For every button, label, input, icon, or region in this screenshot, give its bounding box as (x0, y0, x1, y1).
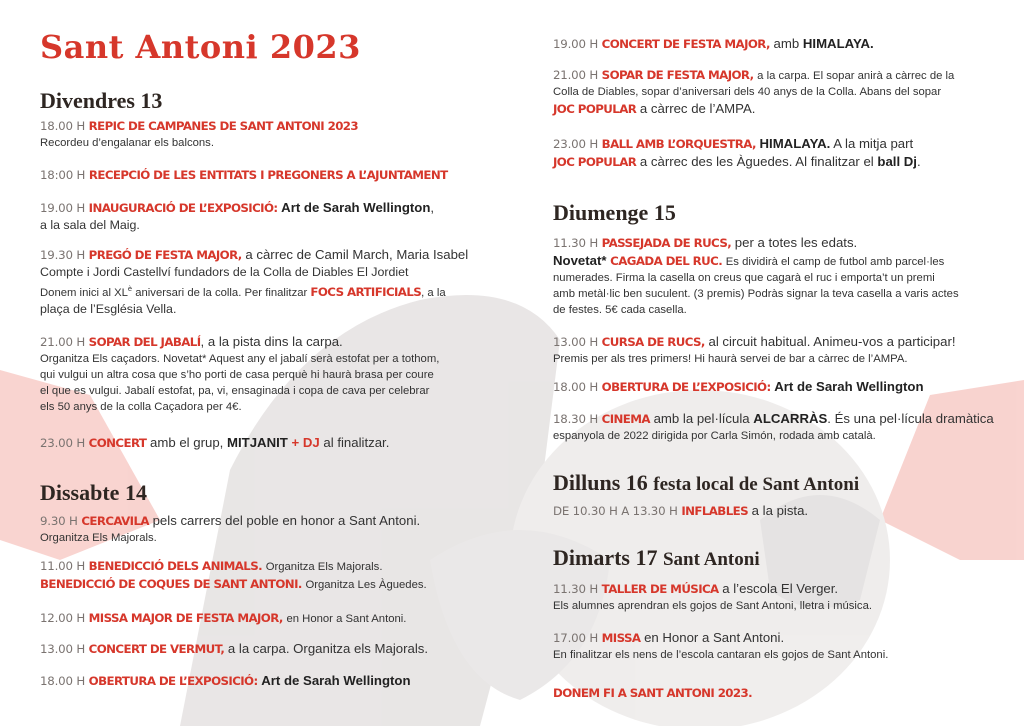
event-time: 13.00 H (553, 335, 598, 349)
event-concert-mitjanit (40, 434, 480, 452)
event-name: BALL AMB L’ORQUESTRA, (601, 137, 756, 151)
event-cinema (553, 410, 993, 444)
event-time: 23.00 H (40, 436, 85, 450)
event-detail-line: el que es vulgui. Jabalí estofat, pa, vi, ensaginada i copa de cava per celebrar (40, 385, 430, 397)
band-name: HIMALAYA. (802, 36, 874, 51)
event-detail: al circuit habitual. Animeu-vos a participar! (708, 334, 956, 349)
event-time: 17.00 H (553, 631, 598, 645)
day-heading-main: Dimarts 17 (553, 545, 658, 570)
event-detail: , a la pista dins la carpa. (200, 334, 343, 349)
event-obertura-dissabte (40, 672, 480, 690)
event-detail-line: qui vulgui un altra cosa que s’ho porti de casa perquè hi haurà brasa per coure (40, 369, 434, 381)
day-heading-dimarts (553, 545, 760, 571)
event-detail: amb (773, 36, 800, 51)
event-time: 18.00 H (40, 119, 85, 133)
event-missa-dimarts (553, 629, 993, 663)
artist-name: Art de Sarah Wellington (774, 379, 924, 394)
event-sopar-jabali (40, 333, 480, 415)
novetat-label: Novetat* (553, 253, 607, 268)
day-heading-diumenge: Diumenge 15 (553, 200, 676, 225)
event-detail: En finalitzar els nens de l’escola cantaran els gojos de Sant Antoni. (553, 649, 889, 661)
event-detail: a càrrec de Camil March, Maria Isabel (245, 247, 469, 262)
event-detail: espanyola de 2022 dirigida por Carla Simón, rodada amb català. (553, 430, 876, 442)
event-name: BENEDICCIÓ DELS ANIMALS. (88, 559, 263, 573)
dj-label: + DJ (291, 435, 320, 450)
event-name: REPIC DE CAMPANES DE SANT ANTONI 2023 (88, 119, 359, 133)
event-detail: en Honor a Sant Antoni. (644, 630, 785, 645)
event-note: Recordeu d’engalanar els balcons. (40, 137, 214, 149)
event-detail: a la pista. (751, 503, 809, 518)
band-name: MITJANIT (227, 435, 288, 450)
event-name: BENEDICCIÓ DE COQUES DE SANT ANTONI. (40, 577, 302, 591)
event-detail-line: de festes. 5€ cada casella. (553, 304, 687, 316)
ball-dj-label: ball Dj (877, 154, 917, 169)
event-ball-orquestra (553, 135, 993, 171)
event-benediccio (40, 557, 480, 593)
artist-name: Art de Sarah Wellington (281, 200, 431, 215)
event-cercavila (40, 512, 480, 546)
event-inauguracio (40, 199, 480, 234)
focs-label: FOCS ARTIFICIALS (310, 284, 422, 299)
event-detail: amb la pel·lícula (653, 411, 750, 426)
day-heading-divendres: Divendres 13 (40, 88, 163, 113)
event-name: OBERTURA DE L’EXPOSICIÓ: (601, 380, 771, 394)
event-detail: Es dividirà el camp de futbol amb parcel·les (725, 256, 945, 268)
event-time: 18.00 H (553, 380, 598, 394)
event-sopar-festa-major (553, 66, 993, 118)
event-name: CONCERT DE VERMUT, (88, 642, 225, 656)
event-obertura-diumenge (553, 378, 993, 396)
event-detail: Organitza Els Majorals. (265, 561, 383, 573)
event-recepcio (40, 166, 480, 184)
band-name: HIMALAYA. (759, 136, 831, 151)
event-name: OBERTURA DE L’EXPOSICIÓ: (88, 674, 258, 688)
closing-text: DONEM FI A SANT ANTONI 2023. (553, 686, 753, 700)
event-time: 11.00 H (40, 559, 85, 573)
superscript: è (127, 284, 133, 293)
event-time: 19.30 H (40, 248, 85, 262)
event-detail: a l’escola El Verger. (722, 581, 839, 596)
day-heading-main: Dilluns 16 (553, 470, 648, 495)
event-passejada-rucs (553, 234, 993, 318)
event-vermut (40, 640, 480, 658)
closing-line (553, 684, 993, 702)
event-name: CINEMA (601, 412, 650, 426)
joc-popular-label: JOC POPULAR (553, 102, 637, 116)
event-detail: a càrrec de l’AMPA. (639, 101, 756, 116)
event-detail: Premis per als tres primers! Hi haurà servei de bar a càrrec de l’AMPA. (553, 353, 908, 365)
event-prego (40, 246, 480, 318)
day-heading-dilluns (553, 470, 859, 496)
day-heading-sub: Sant Antoni (662, 549, 760, 570)
event-missa-major (40, 609, 480, 627)
joc-popular-label: JOC POPULAR (553, 155, 637, 169)
event-detail: Organitza Els Majorals. (40, 532, 157, 544)
event-name: CONCERT (88, 436, 147, 450)
event-repic (40, 117, 480, 151)
event-name: RECEPCIÓ DE LES ENTITATS I PREGONERS A L’AJUNTAMENT (88, 168, 448, 182)
event-cursa-rucs (553, 333, 993, 367)
event-name: CURSA DE RUCS, (601, 335, 705, 349)
event-detail-line: amb metàl·lic ben suculent. (3 premis) Podràs signar la teva casella a varis actes (553, 288, 959, 300)
event-inflables (553, 502, 993, 520)
event-time: 21.00 H (40, 335, 85, 349)
event-name: PASSEJADA DE RUCS, (601, 236, 732, 250)
day-heading-sub: festa local de Sant Antoni (653, 474, 860, 495)
event-time: 23.00 H (553, 137, 598, 151)
event-name: INAUGURACIÓ DE L’EXPOSICIÓ: (88, 201, 278, 215)
day-heading-dissabte: Dissabte 14 (40, 480, 147, 505)
page-title: Sant Antoni 2023 (40, 28, 361, 66)
film-name: ALCARRÀS (753, 411, 828, 426)
event-detail: . És una pel·lícula dramàtica (827, 411, 994, 426)
event-detail: en Honor a Sant Antoni. (286, 613, 407, 625)
event-time: DE 10.30 H A 13.30 H (553, 504, 678, 518)
event-time: 21.00 H (553, 68, 598, 82)
event-detail: al finalitzar. (323, 435, 390, 450)
event-detail: Els alumnes aprendran els gojos de Sant Antoni, lletra i música. (553, 600, 872, 612)
event-time: 19.00 H (553, 37, 598, 51)
event-detail: pels carrers del poble en honor a Sant Antoni. (152, 513, 421, 528)
event-detail: Colla de Diables, sopar d’aniversari dels 40 anys de la Colla. Abans del sopar (553, 86, 942, 98)
event-time: 18.00 H (40, 674, 85, 688)
event-name: CERCAVILA (81, 514, 149, 528)
event-name: MISSA MAJOR DE FESTA MAJOR, (88, 611, 283, 625)
event-time: 19.00 H (40, 201, 85, 215)
event-time: 9.30 H (40, 514, 78, 528)
event-name: TALLER DE MÚSICA (601, 582, 719, 596)
event-name: CONCERT DE FESTA MAJOR, (601, 37, 770, 51)
event-time: 18:00 H (40, 168, 86, 182)
event-detail: per a totes les edats. (734, 235, 858, 250)
event-name: INFLABLES (681, 504, 748, 518)
event-time: 11.30 H (553, 236, 598, 250)
event-detail-line: numerades. Firma la casella on creus que cagarà el ruc i emporta’t un premi (553, 272, 935, 284)
event-time: 18.30 H (553, 412, 598, 426)
artist-name: Art de Sarah Wellington (261, 673, 411, 688)
event-time: 11.30 H (553, 582, 598, 596)
event-detail-line: Organitza Els caçadors. Novetat* Aquest any el jabalí serà estofat per a tothom, (40, 353, 440, 365)
event-detail: , a la (421, 286, 446, 299)
event-name: MISSA (601, 631, 641, 645)
event-detail: a càrrec des les Àguedes. Al finalitzar el (639, 154, 874, 169)
event-name: CAGADA DEL RUC. (610, 254, 723, 268)
event-detail: amb el grup, (150, 435, 224, 450)
event-detail: a la carpa. Organitza els Majorals. (227, 641, 429, 656)
event-name: SOPAR DEL JABALÍ (88, 335, 201, 349)
event-detail: aniversari de la colla. Per finalitzar (135, 286, 308, 299)
punctuation: , (430, 200, 435, 215)
event-name: SOPAR DE FESTA MAJOR, (601, 68, 754, 82)
event-taller-musica (553, 580, 993, 614)
event-detail-line: els 50 anys de la colla Caçadora per 4€. (40, 401, 242, 413)
event-time: 12.00 H (40, 611, 85, 625)
event-detail: a la sala del Maig. (40, 218, 140, 232)
event-detail: Donem inici al XL (40, 286, 128, 299)
event-detail: plaça de l’Església Vella. (40, 301, 177, 316)
event-concert-himalaya (553, 35, 993, 53)
event-detail: Compte i Jordi Castellví fundadors de la Colla de Diables El Jordiet (40, 265, 409, 279)
event-time: 13.00 H (40, 642, 85, 656)
event-name: PREGÓ DE FESTA MAJOR, (88, 248, 242, 262)
event-detail: A la mitja part (833, 136, 914, 151)
event-detail: Organitza Les Àguedes. (305, 579, 427, 591)
event-detail: a la carpa. El sopar anirà a càrrec de la (757, 70, 955, 82)
punctuation: . (916, 154, 921, 169)
